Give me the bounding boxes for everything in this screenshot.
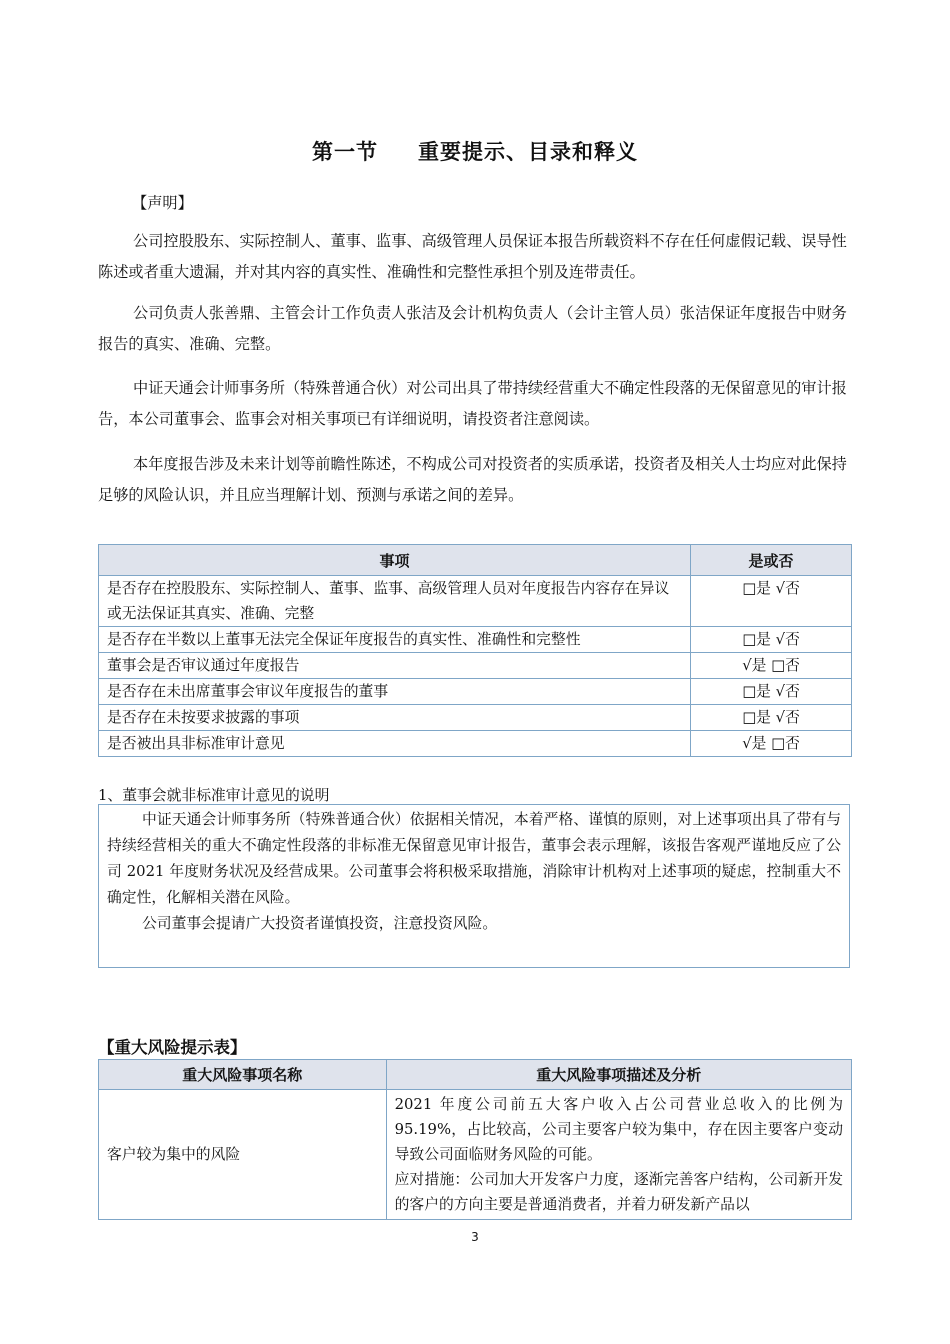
statement-heading: 【声明】 bbox=[132, 194, 193, 212]
checklist-item: 董事会是否审议通过年度报告 bbox=[99, 653, 691, 679]
risk-measures: 应对措施：公司加大开发客户力度，逐渐完善客户结构，公司新开发的客户的方向主要是普通消费者，并着力研发新产品以 bbox=[394, 1171, 843, 1213]
risk-header-name: 重大风险事项名称 bbox=[99, 1060, 387, 1090]
board-note-paragraph: 中证天通会计师事务所（特殊普通合伙）依据相关情况，本着严格、谨慎的原则，对上述事项出具了带有与持续经营相关的重大不确定性段落的非标准无保留意见审计报告，董事会表示理解，该报告客观严谨地反应了公司 2021 年度财务状况及经营成果。公司董事会将积极采取措施，消除审计机构对上述事项的疑虑，控制重大不确定性，化解相关潜在风险。 bbox=[107, 811, 841, 906]
table-row bbox=[99, 576, 852, 627]
section-number: 第一节 bbox=[312, 140, 378, 164]
checklist-header-row bbox=[99, 545, 852, 576]
checklist-item: 是否存在半数以上董事无法完全保证年度报告的真实性、准确性和完整性 bbox=[99, 627, 691, 653]
board-note-box bbox=[98, 804, 850, 968]
risk-header-row bbox=[99, 1060, 852, 1090]
paragraph-responsible-persons: 公司负责人张善鼎、主管会计工作负责人张洁及会计机构负责人（会计主管人员）张洁保证年度报告中财务报告的真实、准确、完整。 bbox=[98, 304, 847, 353]
table-row bbox=[99, 679, 852, 705]
checklist-header-answer: 是或否 bbox=[691, 545, 852, 576]
risk-table bbox=[98, 1059, 852, 1220]
checklist-item: 是否存在控股股东、实际控制人、董事、监事、高级管理人员对年度报告内容存在异议或无法保证其真实、准确、完整 bbox=[99, 576, 691, 627]
checklist-item: 是否存在未出席董事会审议年度报告的董事 bbox=[99, 679, 691, 705]
table-row bbox=[99, 705, 852, 731]
risk-name: 客户较为集中的风险 bbox=[99, 1090, 387, 1220]
table-row bbox=[99, 653, 852, 679]
checklist-answer: □是 √否 bbox=[691, 576, 852, 627]
checklist-header-item: 事项 bbox=[99, 545, 691, 576]
checklist-answer: √是 □否 bbox=[691, 653, 852, 679]
paragraph-guarantee: 公司控股股东、实际控制人、董事、监事、高级管理人员保证本报告所载资料不存在任何虚假记载、误导性陈述或者重大遗漏，并对其内容的真实性、准确性和完整性承担个别及连带责任。 bbox=[98, 232, 847, 281]
checklist-answer: □是 √否 bbox=[691, 705, 852, 731]
board-note-paragraph: 公司董事会提请广大投资者谨慎投资，注意投资风险。 bbox=[142, 915, 498, 932]
table-row bbox=[99, 731, 852, 757]
section-title bbox=[0, 136, 950, 166]
risk-description-cell bbox=[386, 1090, 851, 1220]
checklist-answer: □是 √否 bbox=[691, 679, 852, 705]
risk-header-description: 重大风险事项描述及分析 bbox=[386, 1060, 851, 1090]
section-name: 重要提示、目录和释义 bbox=[418, 140, 638, 164]
checklist-answer: √是 □否 bbox=[691, 731, 852, 757]
checklist-answer: □是 √否 bbox=[691, 627, 852, 653]
paragraph-audit-opinion: 中证天通会计师事务所（特殊普通合伙）对公司出具了带持续经营重大不确定性段落的无保留意见的审计报告，本公司董事会、监事会对相关事项已有详细说明，请投资者注意阅读。 bbox=[98, 379, 847, 428]
checklist-item: 是否存在未按要求披露的事项 bbox=[99, 705, 691, 731]
paragraph-forward-looking: 本年度报告涉及未来计划等前瞻性陈述，不构成公司对投资者的实质承诺，投资者及相关人士均应对此保持足够的风险认识，并且应当理解计划、预测与承诺之间的差异。 bbox=[98, 455, 847, 504]
page-number: 3 bbox=[471, 1230, 479, 1244]
checklist-item: 是否被出具非标准审计意见 bbox=[99, 731, 691, 757]
table-row bbox=[99, 1090, 852, 1220]
table-row bbox=[99, 627, 852, 653]
board-note-heading: 1、董事会就非标准审计意见的说明 bbox=[98, 787, 330, 804]
risk-table-heading: 【重大风险提示表】 bbox=[98, 1038, 247, 1057]
risk-description: 2021 年度公司前五大客户收入占公司营业总收入的比例为 95.19%，占比较高，公司主要客户较为集中，存在因主要客户变动导致公司面临财务风险的可能。 bbox=[394, 1096, 843, 1163]
checklist-table bbox=[98, 544, 852, 757]
